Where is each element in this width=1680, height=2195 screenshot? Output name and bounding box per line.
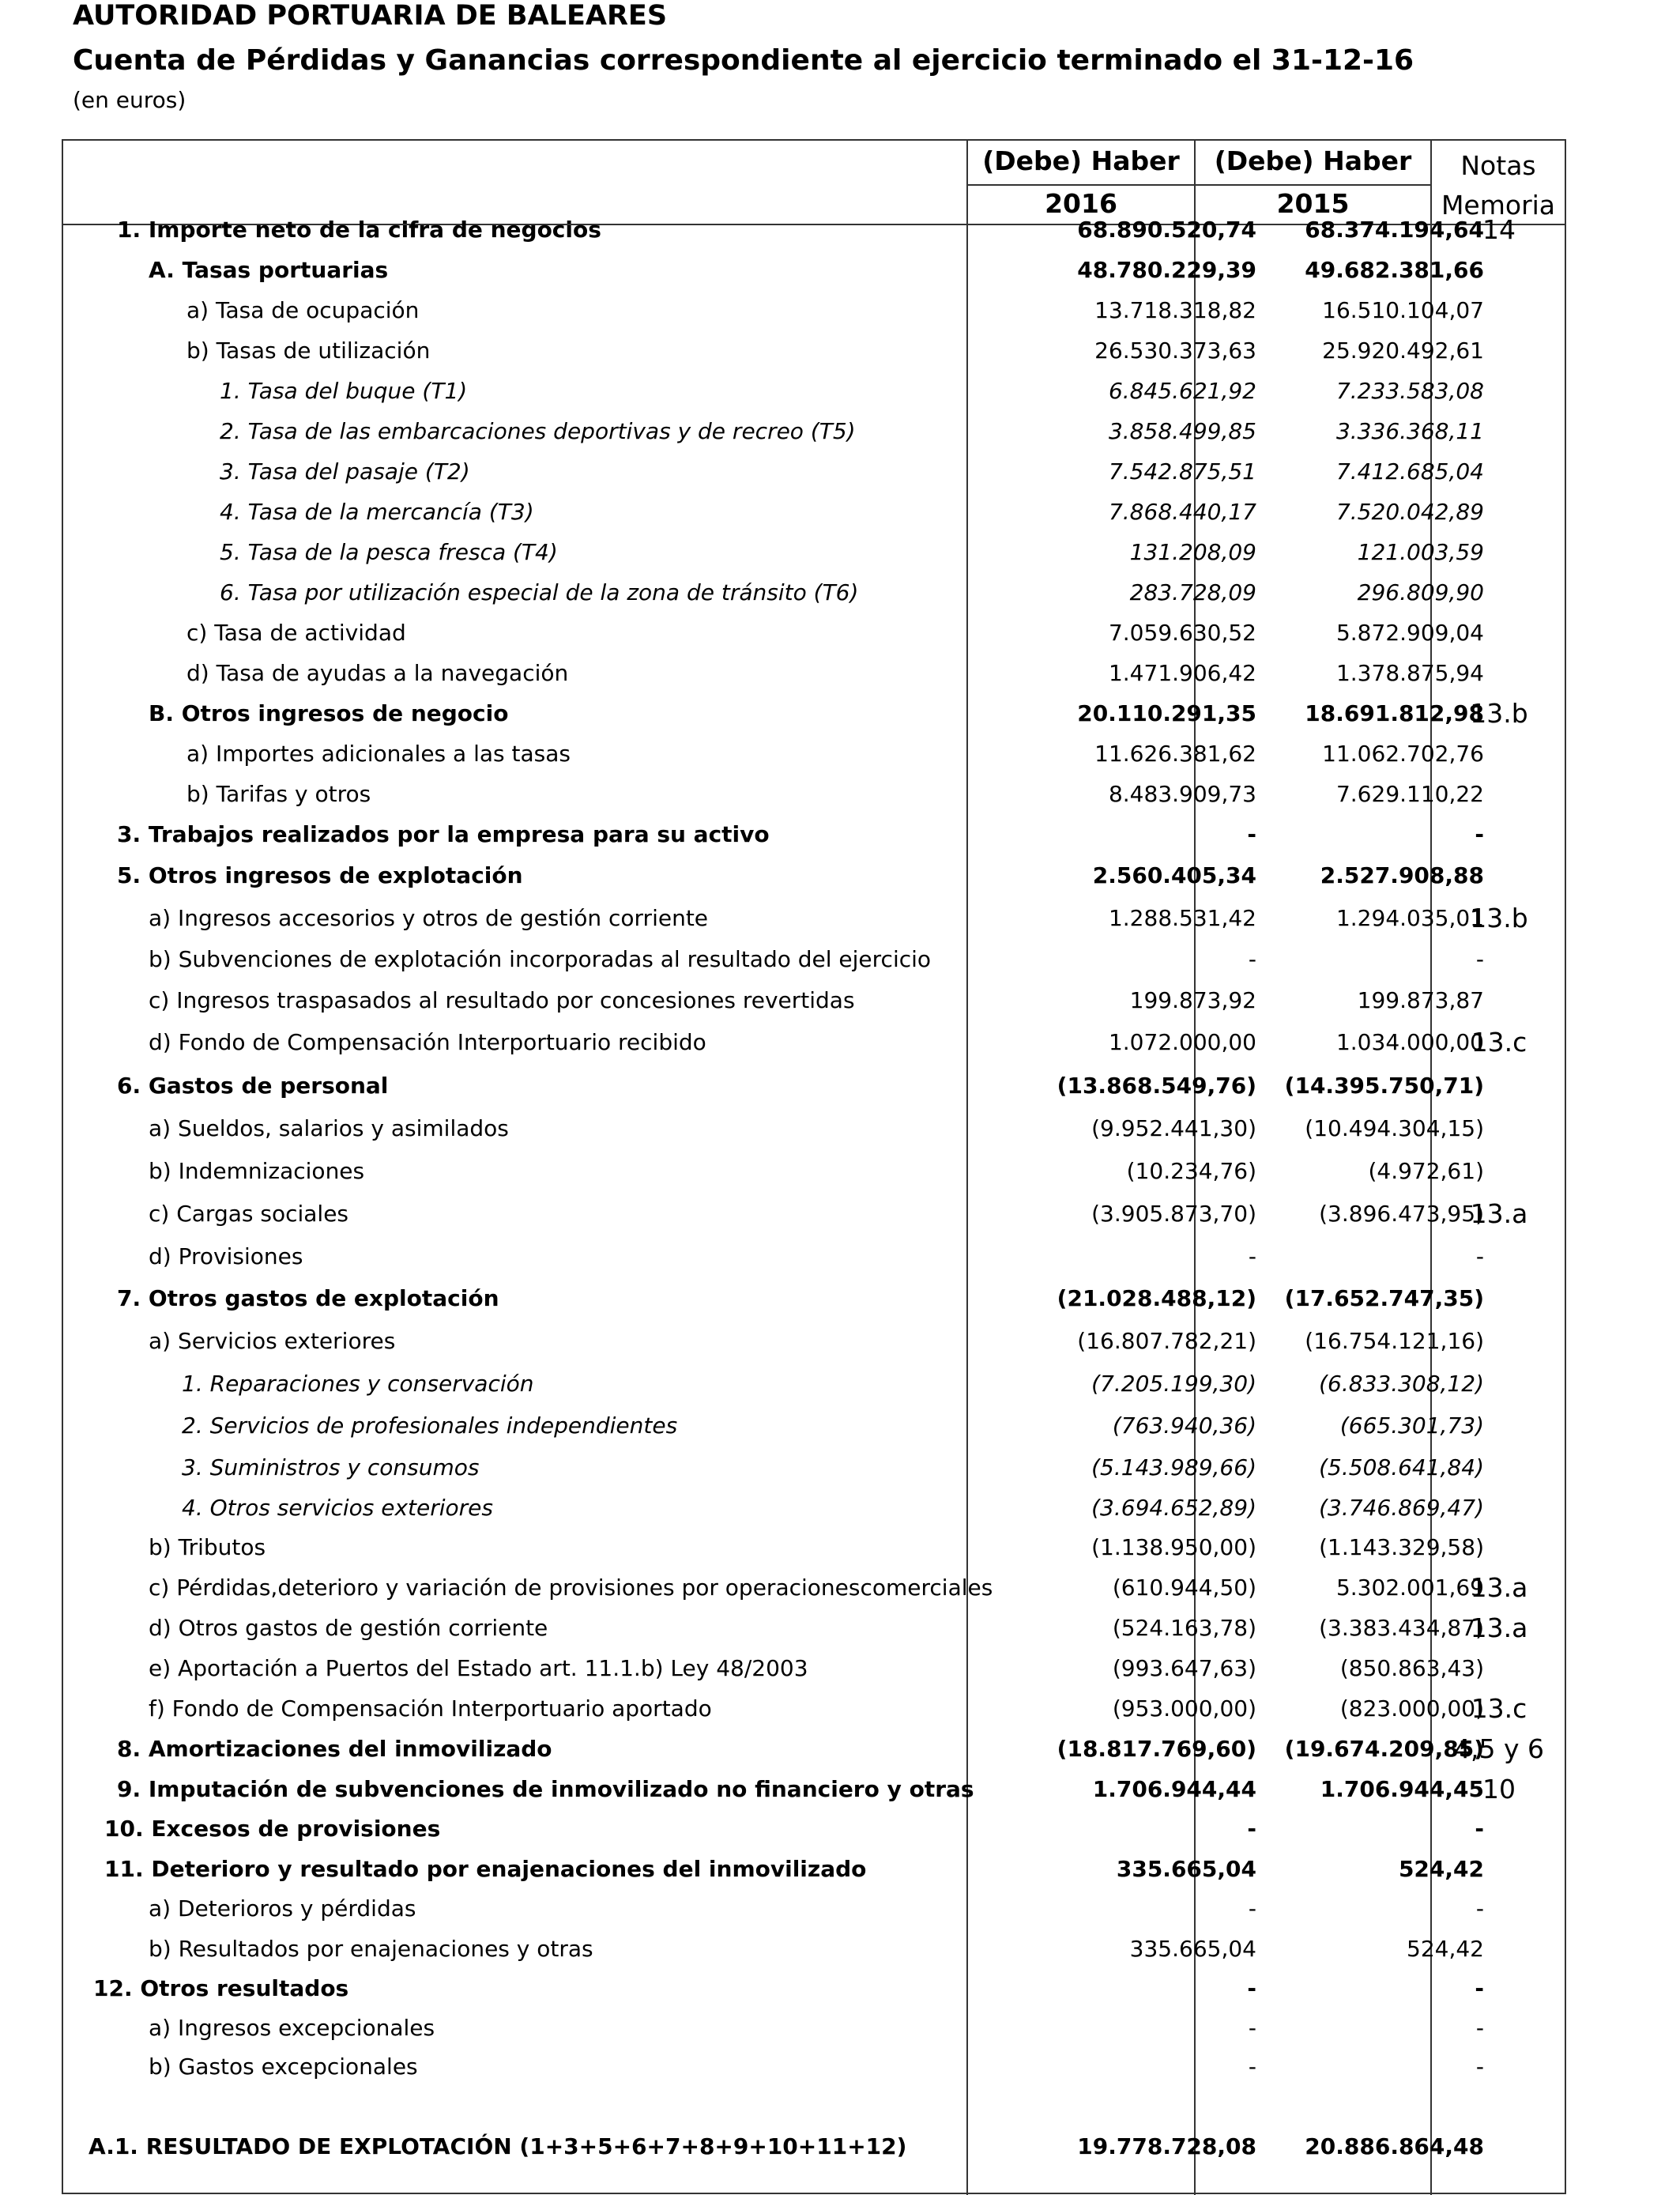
value-2016: 6.845.621,92 xyxy=(1108,378,1256,404)
value-2015: 25.920.492,61 xyxy=(1322,338,1484,364)
row-label: e) Aportación a Puertos del Estado art. 11.1.b) Ley 48/2003 xyxy=(149,1655,808,1681)
value-2016: 335.665,04 xyxy=(1129,1936,1256,1962)
value-2015: - xyxy=(1475,1895,1484,1922)
value-2016: (10.234,76) xyxy=(1126,1158,1256,1184)
table-row xyxy=(63,2011,1565,2046)
table-row xyxy=(63,901,1565,936)
value-2015: (3.896.473,95) xyxy=(1319,1201,1484,1227)
value-2016: (1.138.950,00) xyxy=(1091,1534,1256,1560)
value-2016: 1.471.906,42 xyxy=(1108,660,1256,686)
value-2015: 3.336.368,11 xyxy=(1335,418,1484,444)
table-row xyxy=(63,2129,1565,2164)
value-2016: (5.143.989,66) xyxy=(1091,1454,1256,1480)
table-row xyxy=(63,213,1565,247)
document-title: AUTORIDAD PORTUARIA DE BALEARES xyxy=(73,0,668,32)
value-2015: - xyxy=(1475,1816,1484,1842)
value-2016: (953.000,00) xyxy=(1112,1695,1256,1722)
table-row xyxy=(63,374,1565,409)
table-row xyxy=(63,696,1565,731)
value-2015: - xyxy=(1475,821,1484,847)
value-2015: (3.383.434,87) xyxy=(1319,1615,1484,1641)
value-2016: (9.952.441,30) xyxy=(1091,1115,1256,1141)
value-2015: 7.629.110,22 xyxy=(1335,781,1484,807)
table-row xyxy=(63,616,1565,651)
value-2015: 121.003,59 xyxy=(1357,539,1484,565)
row-label: 1. Importe neto de la cifra de negocios xyxy=(117,217,601,243)
row-label: c) Tasa de actividad xyxy=(186,620,406,646)
row-label: b) Resultados por enajenaciones y otras xyxy=(149,1936,593,1962)
row-label: 4. Tasa de la mercancía (T3) xyxy=(220,499,534,525)
table-row xyxy=(63,858,1565,893)
table-row xyxy=(63,983,1565,1018)
table-row xyxy=(63,495,1565,530)
value-2015: (6.833.308,12) xyxy=(1319,1371,1484,1397)
value-2016: 1.288.531,42 xyxy=(1108,905,1256,931)
row-label: f) Fondo de Compensación Interportuario aportado xyxy=(149,1695,712,1722)
value-2016: (13.868.549,76) xyxy=(1057,1073,1256,1099)
table-row xyxy=(63,817,1565,852)
value-2015: (10.494.304,15) xyxy=(1305,1115,1484,1141)
notes-heading: Notas xyxy=(1460,150,1536,181)
value-2016: 7.868.440,17 xyxy=(1108,499,1256,525)
note-ref: 10 xyxy=(1482,1774,1516,1805)
currency-unit: (en euros) xyxy=(73,87,186,113)
value-2015: - xyxy=(1475,2054,1484,2080)
row-label: a) Tasa de ocupación xyxy=(186,297,420,323)
value-2015: (823.000,00) xyxy=(1339,1695,1484,1722)
value-2015: 199.873,87 xyxy=(1357,987,1484,1013)
row-label: B. Otros ingresos de negocio xyxy=(149,700,509,726)
value-2015: 7.412.685,04 xyxy=(1335,458,1484,485)
row-label: b) Gastos excepcionales xyxy=(149,2054,418,2080)
note-ref: 13.a xyxy=(1470,1198,1528,1229)
row-label: b) Tarifas y otros xyxy=(186,781,371,807)
value-2015: (16.754.121,16) xyxy=(1305,1328,1484,1354)
value-2016: 68.890.520,74 xyxy=(1077,217,1256,243)
note-ref: 13.a xyxy=(1470,1572,1528,1603)
value-2015: 1.706.944,45 xyxy=(1320,1776,1484,1802)
col-2015-year: 2015 xyxy=(1276,188,1350,219)
value-2016: - xyxy=(1247,1975,1256,2001)
row-label: 2. Tasa de las embarcaciones deportivas y de recreo (T5) xyxy=(220,418,856,444)
table-row xyxy=(63,535,1565,570)
value-2016: - xyxy=(1248,1243,1256,1269)
note-ref: 4,5 y 6 xyxy=(1454,1733,1544,1764)
row-label: a) Sueldos, salarios y asimilados xyxy=(149,1115,509,1141)
value-2016: - xyxy=(1248,1895,1256,1922)
value-2016: (3.905.873,70) xyxy=(1091,1201,1256,1227)
table-row xyxy=(63,1692,1565,1726)
value-2016: 131.208,09 xyxy=(1129,539,1256,565)
row-label: 8. Amortizaciones del inmovilizado xyxy=(117,1736,552,1762)
value-2016: - xyxy=(1247,821,1256,847)
row-label: 5. Tasa de la pesca fresca (T4) xyxy=(220,539,558,565)
table-row xyxy=(63,1154,1565,1189)
row-label: d) Tasa de ayudas a la navegación xyxy=(186,660,569,686)
row-label: a) Ingresos accesorios y otros de gestión corriente xyxy=(149,905,709,931)
note-ref: 13.c xyxy=(1471,1693,1527,1724)
value-2015: 524,42 xyxy=(1398,1856,1484,1882)
value-2015: 20.886.864,48 xyxy=(1305,2133,1484,2159)
row-label: 3. Trabajos realizados por la empresa para su activo xyxy=(117,821,770,847)
table-row xyxy=(63,1651,1565,1686)
value-2016: 26.530.373,63 xyxy=(1094,338,1256,364)
col-2016-year: 2016 xyxy=(1045,188,1117,219)
row-label: 2. Servicios de profesionales independientes xyxy=(182,1412,678,1439)
value-2015: 1.034.000,00 xyxy=(1335,1029,1484,1055)
table-row xyxy=(63,454,1565,489)
value-2016: 7.542.875,51 xyxy=(1108,458,1256,485)
value-2015: (5.508.641,84) xyxy=(1319,1454,1484,1480)
table-row xyxy=(63,1571,1565,1605)
row-label: 9. Imputación de subvenciones de inmovilizado no financiero y otras xyxy=(117,1776,974,1802)
value-2016: 8.483.909,73 xyxy=(1108,781,1256,807)
row-label: 11. Deterioro y resultado por enajenaciones del inmovilizado xyxy=(104,1856,867,1882)
value-2016: 20.110.291,35 xyxy=(1077,700,1256,726)
note-ref: 13.a xyxy=(1470,1612,1528,1643)
value-2016: 1.072.000,00 xyxy=(1108,1029,1256,1055)
note-ref: 14 xyxy=(1482,214,1516,245)
value-2015: 49.682.381,66 xyxy=(1305,257,1484,283)
row-label: a) Ingresos excepcionales xyxy=(149,2015,435,2041)
value-2015: 68.374.194,64 xyxy=(1305,217,1484,243)
row-label: c) Cargas sociales xyxy=(149,1201,349,1227)
header-divider xyxy=(966,184,1431,186)
col-2015-heading: (Debe) Haber xyxy=(1214,145,1412,176)
value-2016: 13.718.318,82 xyxy=(1094,297,1256,323)
table-row xyxy=(63,1367,1565,1401)
row-label: a) Servicios exteriores xyxy=(149,1328,396,1354)
value-2016: (993.647,63) xyxy=(1112,1655,1256,1681)
value-2016: 199.873,92 xyxy=(1129,987,1256,1013)
value-2015: 1.378.875,94 xyxy=(1335,660,1484,686)
value-2015: - xyxy=(1475,946,1484,972)
value-2015: - xyxy=(1475,1243,1484,1269)
value-2015: 296.809,90 xyxy=(1357,579,1484,605)
table-row xyxy=(63,656,1565,691)
table-row xyxy=(63,1069,1565,1103)
table-row xyxy=(63,942,1565,977)
table-row xyxy=(63,777,1565,812)
row-label: 6. Tasa por utilización especial de la zona de tránsito (T6) xyxy=(220,579,859,605)
value-2016: 1.706.944,44 xyxy=(1092,1776,1256,1802)
row-label: b) Tributos xyxy=(149,1534,266,1560)
table-row xyxy=(63,575,1565,610)
value-2016: (18.817.769,60) xyxy=(1057,1736,1256,1762)
row-label: c) Ingresos traspasados al resultado por concesiones revertidas xyxy=(149,987,855,1013)
note-ref: 13.b xyxy=(1470,698,1528,729)
row-label: b) Tasas de utilización xyxy=(186,338,431,364)
row-label: d) Provisiones xyxy=(149,1243,303,1269)
row-label: c) Pérdidas,deterioro y variación de provisiones por operacionescomerciales xyxy=(149,1575,993,1601)
table-row xyxy=(63,414,1565,449)
row-label: 4. Otros servicios exteriores xyxy=(182,1495,493,1521)
value-2016: - xyxy=(1248,2054,1256,2080)
note-ref: 13.c xyxy=(1471,1027,1527,1058)
value-2015: 5.302.001,69 xyxy=(1335,1575,1484,1601)
value-2015: 7.233.583,08 xyxy=(1335,378,1484,404)
value-2015: 11.062.702,76 xyxy=(1322,741,1484,767)
value-2016: 11.626.381,62 xyxy=(1094,741,1256,767)
table-row xyxy=(63,1491,1565,1526)
value-2015: (1.143.329,58) xyxy=(1319,1534,1484,1560)
row-label: b) Indemnizaciones xyxy=(149,1158,365,1184)
value-2016: (3.694.652,89) xyxy=(1091,1495,1256,1521)
table-row xyxy=(63,1812,1565,1846)
value-2016: 335.665,04 xyxy=(1116,1856,1256,1882)
row-label: d) Fondo de Compensación Interportuario recibido xyxy=(149,1029,706,1055)
table-row xyxy=(63,1111,1565,1146)
row-label: a) Importes adicionales a las tasas xyxy=(186,741,571,767)
table-row xyxy=(63,1932,1565,1967)
value-2016: (16.807.782,21) xyxy=(1077,1328,1256,1354)
row-label: b) Subvenciones de explotación incorporadas al resultado del ejercicio xyxy=(149,946,932,972)
table-row xyxy=(63,1324,1565,1359)
value-2016: (21.028.488,12) xyxy=(1057,1285,1256,1311)
table-row xyxy=(63,1611,1565,1646)
row-label: 10. Excesos de provisiones xyxy=(104,1816,441,1842)
value-2015: - xyxy=(1475,1975,1484,2001)
value-2016: 2.560.405,34 xyxy=(1092,862,1256,888)
row-label: 1. Reparaciones y conservación xyxy=(182,1371,534,1397)
table-row xyxy=(63,1197,1565,1231)
table-row xyxy=(63,1281,1565,1316)
value-2016: 48.780.229,39 xyxy=(1077,257,1256,283)
table-row xyxy=(63,253,1565,288)
table-row xyxy=(63,293,1565,328)
value-2016: - xyxy=(1248,2015,1256,2041)
value-2016: 19.778.728,08 xyxy=(1077,2133,1256,2159)
table-row xyxy=(63,737,1565,771)
table-row xyxy=(63,1530,1565,1565)
table-row xyxy=(63,1971,1565,2006)
row-label: 5. Otros ingresos de explotación xyxy=(117,862,523,888)
table-row xyxy=(63,1772,1565,1807)
value-2015: 7.520.042,89 xyxy=(1335,499,1484,525)
value-2015: (17.652.747,35) xyxy=(1284,1285,1484,1311)
table-row xyxy=(63,1891,1565,1926)
note-ref: 13.b xyxy=(1470,903,1528,933)
value-2016: (763.940,36) xyxy=(1112,1412,1256,1439)
row-label: A. Tasas portuarias xyxy=(149,257,389,283)
row-label: a) Deterioros y pérdidas xyxy=(149,1895,416,1922)
value-2015: (4.972,61) xyxy=(1368,1158,1484,1184)
value-2016: (610.944,50) xyxy=(1112,1575,1256,1601)
value-2015: (665.301,73) xyxy=(1339,1412,1484,1439)
notes-heading-memoria: Memoria xyxy=(1441,190,1556,221)
value-2016: - xyxy=(1248,946,1256,972)
table-row xyxy=(63,1852,1565,1887)
table-row xyxy=(63,1239,1565,1274)
row-label: 7. Otros gastos de explotación xyxy=(117,1285,499,1311)
col-2016-heading: (Debe) Haber xyxy=(982,145,1180,176)
table-row xyxy=(63,1409,1565,1443)
value-2016: 7.059.630,52 xyxy=(1108,620,1256,646)
row-label: d) Otros gastos de gestión corriente xyxy=(149,1615,548,1641)
value-2016: - xyxy=(1247,1816,1256,1842)
value-2015: (19.674.209,85) xyxy=(1284,1736,1484,1762)
value-2015: 18.691.812,98 xyxy=(1305,700,1484,726)
row-label: 6. Gastos de personal xyxy=(117,1073,389,1099)
table-row xyxy=(63,2050,1565,2084)
row-label: 1. Tasa del buque (T1) xyxy=(220,378,468,404)
value-2016: 3.858.499,85 xyxy=(1108,418,1256,444)
value-2015: 524,42 xyxy=(1407,1936,1484,1962)
value-2015: 1.294.035,01 xyxy=(1335,905,1484,931)
value-2015: (3.746.869,47) xyxy=(1319,1495,1484,1521)
value-2016: (7.205.199,30) xyxy=(1091,1371,1256,1397)
value-2015: - xyxy=(1475,2015,1484,2041)
table-row xyxy=(63,1450,1565,1485)
value-2016: (524.163,78) xyxy=(1112,1615,1256,1641)
row-label: 12. Otros resultados xyxy=(93,1975,349,2001)
table-row xyxy=(63,334,1565,368)
table-row xyxy=(63,1732,1565,1767)
table-row xyxy=(63,1025,1565,1060)
value-2015: 16.510.104,07 xyxy=(1322,297,1484,323)
row-label: 3. Suministros y consumos xyxy=(182,1454,480,1480)
value-2015: (14.395.750,71) xyxy=(1284,1073,1484,1099)
document-subtitle: Cuenta de Pérdidas y Ganancias correspondiente al ejercicio terminado el 31-12-16 xyxy=(73,44,1414,77)
value-2015: 2.527.908,88 xyxy=(1320,862,1484,888)
value-2016: 283.728,09 xyxy=(1129,579,1256,605)
row-label: 3. Tasa del pasaje (T2) xyxy=(220,458,470,485)
value-2015: 5.872.909,04 xyxy=(1335,620,1484,646)
row-label: A.1. RESULTADO DE EXPLOTACIÓN (1+3+5+6+7+8+9+10+11+12) xyxy=(89,2133,907,2159)
value-2015: (850.863,43) xyxy=(1339,1655,1484,1681)
